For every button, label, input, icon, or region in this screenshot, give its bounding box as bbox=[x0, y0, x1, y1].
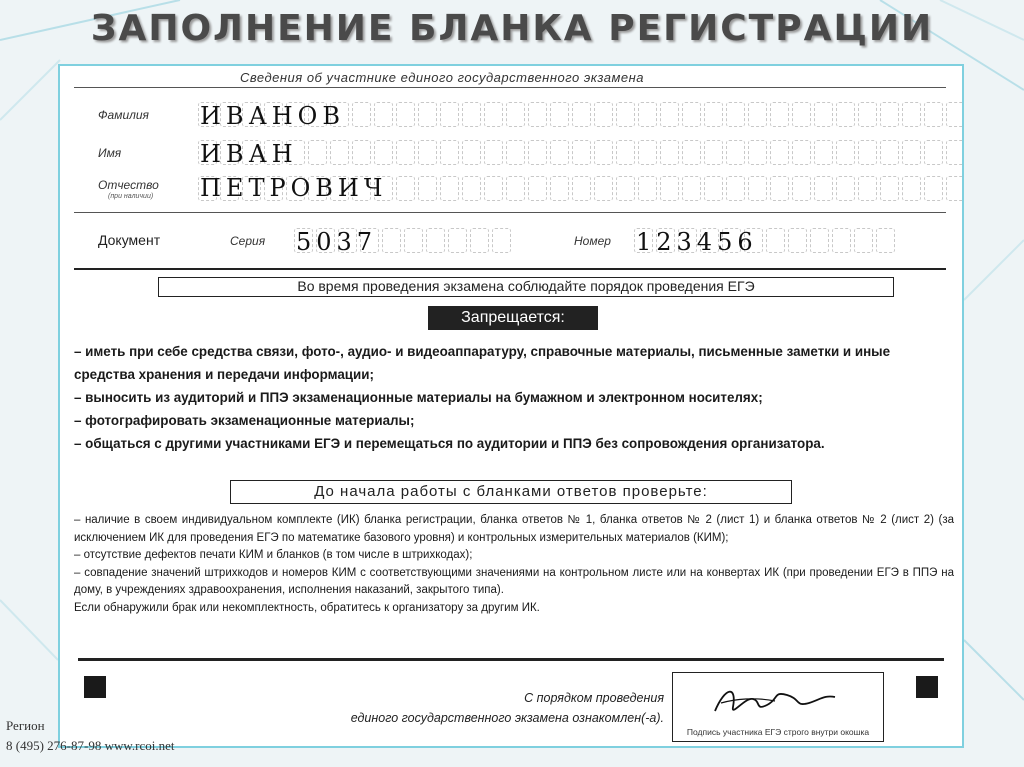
footer-contact: 8 (495) 276-87-98 www.rcoi.net bbox=[6, 738, 175, 753]
document-rule bbox=[74, 268, 946, 270]
surname-label: Фамилия bbox=[98, 108, 149, 122]
prohibited-item: – общаться с другими участниками ЕГЭ и перемещаться по аудитории и ППЭ без сопровождения организатора. bbox=[74, 436, 825, 451]
number-label: Номер bbox=[574, 234, 611, 248]
patronymic-label: Отчество bbox=[98, 178, 159, 192]
check-item: Если обнаружили брак или некомплектность, обратитесь к организатору за другим ИК. bbox=[74, 601, 540, 614]
exam-notice: Во время проведения экзамена соблюдайте порядок проведения ЕГЭ bbox=[158, 277, 894, 297]
check-item: – совпадение значений штрихкодов и номеров КИМ с соответствующими значениями на контрольном листе или на конвертах ИК (при проведении ЕГЭ в ППЭ на дому, в учреждениях здравоохранения, исполнения наказаний, закрытого типа). bbox=[74, 566, 954, 596]
acknowledgement-line2: единого государственного экзамена ознакомлен(-а). bbox=[350, 711, 664, 725]
prohibited-item: – выносить из аудиторий и ППЭ экзаменационные материалы на бумажном и электронном носителях; bbox=[74, 390, 763, 405]
check-item: – наличие в своем индивидуальном комплекте (ИК) бланка регистрации, бланка ответов № 1, бланка ответов № 2 (лист 1) и бланка ответов № 2 (лист 2) (за исключением ИК для проведения ЕГЭ по математике базового уровня) и контрольных измерительных материалов (КИМ); bbox=[74, 514, 954, 544]
section-title: Сведения об участнике единого государственного экзамена bbox=[240, 70, 645, 85]
name-label: Имя bbox=[98, 146, 122, 160]
registration-form bbox=[58, 64, 964, 748]
check-list bbox=[74, 512, 954, 617]
patronymic-note: (при наличии) bbox=[108, 193, 154, 200]
series-label: Серия bbox=[230, 234, 266, 248]
prohibited-item: – иметь при себе средства связи, фото-, аудио- и видеоаппаратуру, справочные материалы, письменные заметки и иные средства хранения и передачи информации; bbox=[74, 344, 891, 382]
check-item: – отсутствие дефектов печати КИМ и бланков (в том числе в штрихкодах); bbox=[74, 549, 473, 561]
prohibited-list bbox=[74, 340, 954, 455]
slide-title: ЗАПОЛНЕНИЕ БЛАНКА РЕГИСТРАЦИИ bbox=[90, 8, 934, 49]
fields-rule bbox=[74, 212, 946, 213]
bottom-rule bbox=[78, 658, 944, 661]
section-rule bbox=[74, 87, 946, 88]
prohibited-item: – фотографировать экзаменационные материалы; bbox=[74, 413, 415, 428]
surname-value: ИВАНОВ bbox=[200, 102, 345, 130]
acknowledgement-line1: С порядком проведения bbox=[524, 691, 664, 705]
anchor-square-right bbox=[916, 676, 938, 698]
number-value: 123456 bbox=[636, 228, 758, 256]
name-cells[interactable] bbox=[198, 140, 964, 165]
signature-scribble bbox=[675, 677, 883, 725]
footer-region: Регион bbox=[6, 718, 45, 733]
check-title: До начала работы с бланками ответов проверьте: bbox=[230, 480, 792, 504]
signature-box[interactable] bbox=[672, 672, 884, 742]
patronymic-value: ПЕТРОВИЧ bbox=[200, 174, 388, 202]
acknowledgement bbox=[292, 688, 664, 728]
signature-caption: Подпись участника ЕГЭ строго внутри окошка bbox=[686, 727, 870, 737]
document-label: Документ bbox=[98, 232, 161, 248]
anchor-square-left bbox=[84, 676, 106, 698]
footer bbox=[6, 716, 174, 756]
name-value: ИВАН bbox=[200, 140, 298, 168]
series-value: 5037 bbox=[296, 228, 378, 256]
prohibited-title: Запрещается: bbox=[428, 306, 598, 330]
